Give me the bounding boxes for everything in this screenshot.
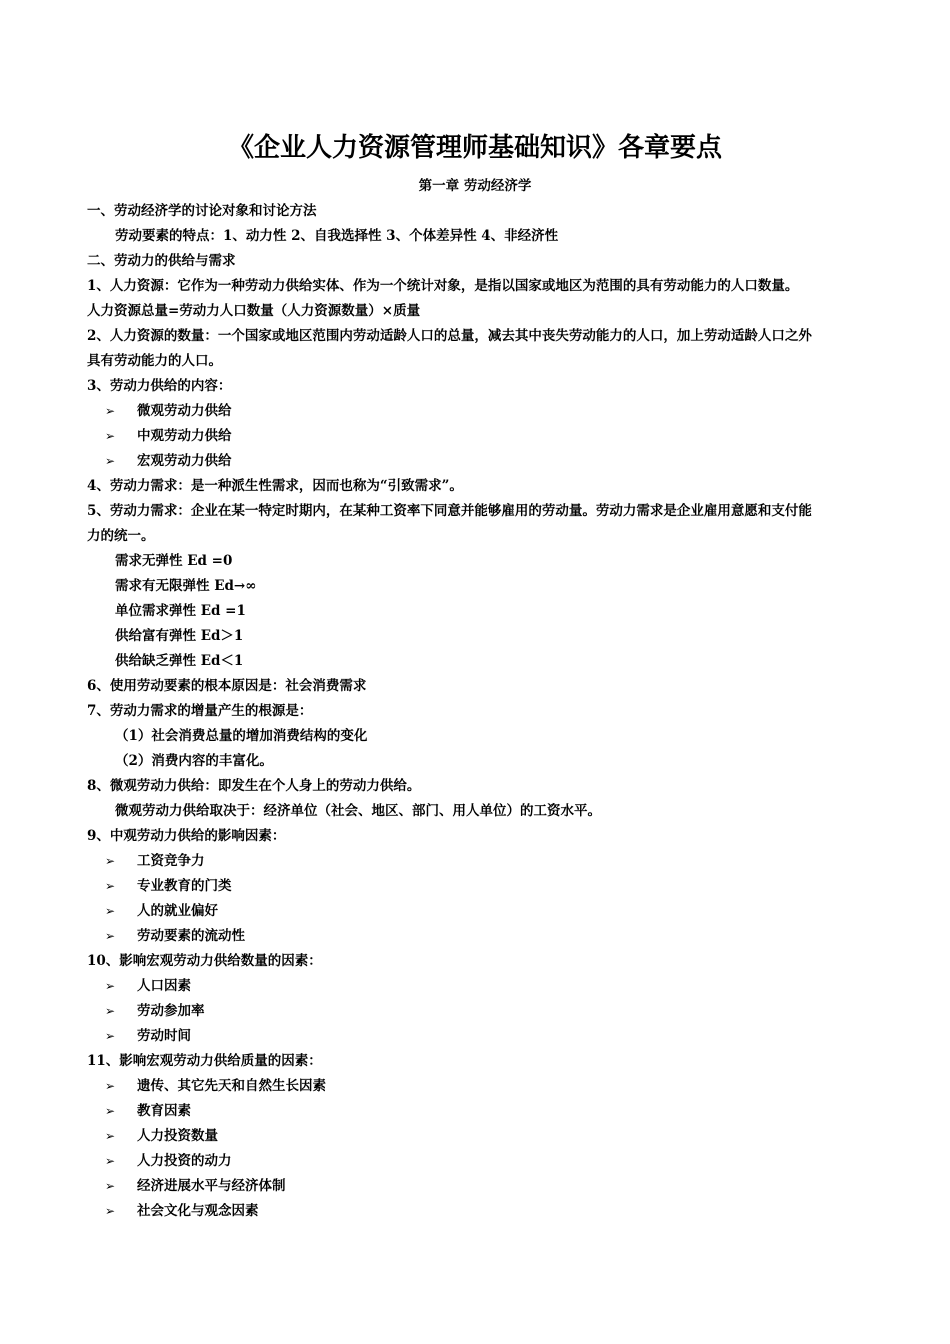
line-text: 二、劳动力的供给与需求 xyxy=(87,253,236,269)
line-text: 经济进展水平与经济体制 xyxy=(137,1178,286,1194)
arrow-bullet-icon: ➢ xyxy=(105,1129,116,1143)
text-line xyxy=(87,249,867,274)
text-line xyxy=(87,274,867,299)
text-line xyxy=(87,774,867,799)
line-text: 供给缺乏弹性 Ed＜1 xyxy=(115,653,244,669)
text-line xyxy=(87,524,867,549)
text-line xyxy=(87,349,867,374)
bullet-item xyxy=(87,1174,867,1199)
line-text: 9、中观劳动力供给的影响因素： xyxy=(87,828,286,844)
bullet-item xyxy=(87,449,867,474)
line-text: 1、人力资源：它作为一种劳动力供给实体、作为一个统计对象，是指以国家或地区为范围的具有劳动能力的人口数量。 xyxy=(87,278,799,294)
line-text: 6、使用劳动要素的根本原因是：社会消费需求 xyxy=(87,678,367,694)
text-line xyxy=(87,824,867,849)
text-line xyxy=(87,674,867,699)
line-text: 人的就业偏好 xyxy=(137,903,218,919)
line-text: 需求有无限弹性 Ed→∞ xyxy=(115,578,257,594)
text-line xyxy=(87,624,867,649)
line-text: 5、劳动力需求：企业在某一特定时期内，在某种工资率下同意并能够雇用的劳动量。劳动力需求是企业雇用意愿和支付能 xyxy=(87,503,812,519)
line-text: 专业教育的门类 xyxy=(137,878,232,894)
line-text: 劳动要素的流动性 xyxy=(137,928,245,944)
document-title: 《企业人力资源管理师基础知识》各章要点 xyxy=(227,133,722,163)
arrow-bullet-icon: ➢ xyxy=(105,1104,116,1118)
arrow-bullet-icon: ➢ xyxy=(105,854,116,868)
line-text: 单位需求弹性 Ed =1 xyxy=(115,603,246,619)
line-text: 社会文化与观念因素 xyxy=(137,1203,259,1219)
line-text: 8、微观劳动力供给：即发生在个人身上的劳动力供给。 xyxy=(87,778,421,794)
line-text: 7、劳动力需求的增量产生的根源是： xyxy=(87,703,313,719)
text-line xyxy=(87,199,867,224)
line-text: 2、人力资源的数量：一个国家或地区范围内劳动适龄人口的总量，减去其中丧失劳动能力的人口，加上劳动适龄人口之外 xyxy=(87,328,812,344)
text-line xyxy=(87,474,867,499)
arrow-bullet-icon: ➢ xyxy=(105,1029,116,1043)
line-text: 人口因素 xyxy=(137,978,191,994)
chapter-heading: 第一章 劳动经济学 xyxy=(418,178,532,194)
document-body xyxy=(87,199,867,1224)
line-text: 微观劳动力供给 xyxy=(137,403,232,419)
arrow-bullet-icon: ➢ xyxy=(105,1154,116,1168)
line-text: 人力投资的动力 xyxy=(137,1153,232,1169)
line-text: 具有劳动能力的人口。 xyxy=(87,353,222,369)
line-text: （1）社会消费总量的增加消费结构的变化 xyxy=(115,728,368,744)
line-text: 力的统一。 xyxy=(87,528,155,544)
bullet-item xyxy=(87,399,867,424)
arrow-bullet-icon: ➢ xyxy=(105,879,116,893)
line-text: 中观劳动力供给 xyxy=(137,428,232,444)
line-text: 人力投资数量 xyxy=(137,1128,218,1144)
text-line xyxy=(87,699,867,724)
text-line xyxy=(87,724,867,749)
bullet-item xyxy=(87,1024,867,1049)
line-text: 教育因素 xyxy=(137,1103,191,1119)
arrow-bullet-icon: ➢ xyxy=(105,904,116,918)
arrow-bullet-icon: ➢ xyxy=(105,1004,116,1018)
text-line xyxy=(87,549,867,574)
text-line xyxy=(87,499,867,524)
line-text: 工资竞争力 xyxy=(137,853,205,869)
bullet-item xyxy=(87,1099,867,1124)
line-text: 需求无弹性 Ed =0 xyxy=(115,553,233,569)
line-text: 人力资源总量=劳动力人口数量（人力资源数量）×质量 xyxy=(87,303,421,319)
line-text: 劳动时间 xyxy=(137,1028,191,1044)
text-line xyxy=(87,299,867,324)
arrow-bullet-icon: ➢ xyxy=(105,404,116,418)
text-line xyxy=(87,749,867,774)
arrow-bullet-icon: ➢ xyxy=(105,1204,116,1218)
text-line xyxy=(87,324,867,349)
line-text: 10、影响宏观劳动力供给数量的因素： xyxy=(87,953,322,969)
arrow-bullet-icon: ➢ xyxy=(105,929,116,943)
line-text: 微观劳动力供给取决于：经济单位（社会、地区、部门、用人单位）的工资水平。 xyxy=(115,803,601,819)
line-text: 一、劳动经济学的讨论对象和讨论方法 xyxy=(87,203,317,219)
line-text: 供给富有弹性 Ed＞1 xyxy=(115,628,244,644)
arrow-bullet-icon: ➢ xyxy=(105,429,116,443)
text-line xyxy=(87,799,867,824)
line-text: 4、劳动力需求：是一种派生性需求，因而也称为“引致需求”。 xyxy=(87,478,463,494)
bullet-item xyxy=(87,424,867,449)
line-text: 劳动要素的特点：1、动力性 2、自我选择性 3、个体差异性 4、非经济性 xyxy=(115,228,559,244)
bullet-item xyxy=(87,1124,867,1149)
text-line xyxy=(87,224,867,249)
arrow-bullet-icon: ➢ xyxy=(105,1179,116,1193)
bullet-item xyxy=(87,1199,867,1224)
bullet-item xyxy=(87,874,867,899)
line-text: 遗传、其它先天和自然生长因素 xyxy=(137,1078,326,1094)
arrow-bullet-icon: ➢ xyxy=(105,1079,116,1093)
text-line xyxy=(87,599,867,624)
arrow-bullet-icon: ➢ xyxy=(105,979,116,993)
bullet-item xyxy=(87,1074,867,1099)
text-line xyxy=(87,949,867,974)
text-line xyxy=(87,374,867,399)
arrow-bullet-icon: ➢ xyxy=(105,454,116,468)
bullet-item xyxy=(87,974,867,999)
bullet-item xyxy=(87,924,867,949)
line-text: 11、影响宏观劳动力供给质量的因素： xyxy=(87,1053,322,1069)
text-line xyxy=(87,574,867,599)
bullet-item xyxy=(87,1149,867,1174)
line-text: 3、劳动力供给的内容： xyxy=(87,378,232,394)
bullet-item xyxy=(87,899,867,924)
text-line xyxy=(87,1049,867,1074)
line-text: 宏观劳动力供给 xyxy=(137,453,232,469)
line-text: 劳动参加率 xyxy=(137,1003,205,1019)
bullet-item xyxy=(87,849,867,874)
text-line xyxy=(87,649,867,674)
line-text: （2）消费内容的丰富化。 xyxy=(115,753,273,769)
bullet-item xyxy=(87,999,867,1024)
